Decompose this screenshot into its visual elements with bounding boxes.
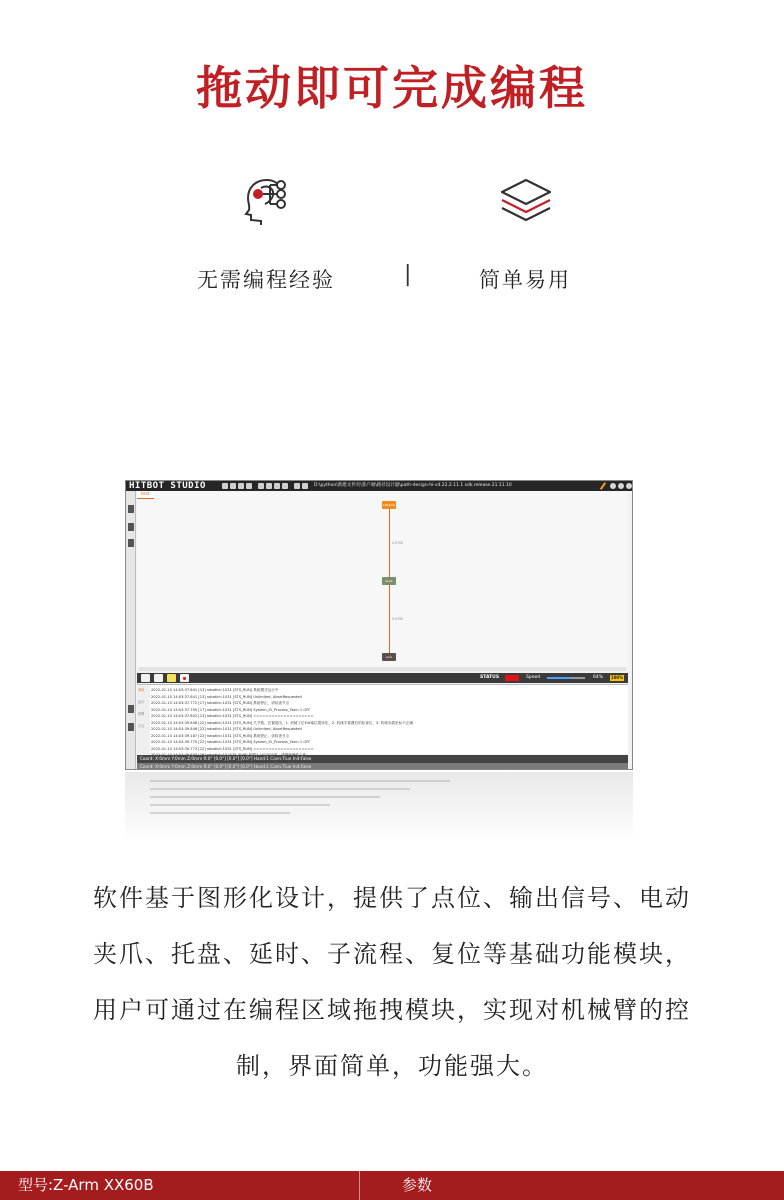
log-line: 2022-01-10 14:03:39.187 [22] robotId=1031 [STS_RUN] 系统停止，请检查节点 [151,733,290,738]
run-icon[interactable] [294,483,300,489]
step-button[interactable] [154,674,163,682]
redo-icon[interactable] [266,483,272,489]
description-line: 软件基于图形化设计，提供了点位、输出信号、电动 [93,884,691,912]
log-lines [151,687,621,759]
tab-test[interactable]: test [137,491,154,499]
log-line: 2022-01-10 14:03:37.802 [13] robotId=1031 [STS_RUN] ==================== [151,714,314,718]
speed-max-badge[interactable]: 100% [610,675,624,680]
connector-line [389,585,390,653]
description-line: 制，界面简单，功能强大。 [236,1052,548,1080]
log-line: 2022-01-10 14:03:39.770 [22] robotId=1031 [STS_RUN] System_IO_Process_Stat=1 OFF [151,740,311,744]
cut-icon[interactable] [274,483,280,489]
log-category[interactable]: 系统 [138,688,145,692]
io-icon[interactable] [128,539,134,547]
spec-header-bar [0,1171,784,1200]
settings-icon[interactable] [128,723,134,731]
log-category[interactable]: 运行 [138,700,145,704]
run-toolbar [137,673,628,683]
stacked-layers-icon [498,178,554,228]
module-icon[interactable] [128,523,134,531]
close-icon[interactable] [626,483,632,489]
paste-icon[interactable] [282,483,288,489]
undo-icon[interactable] [258,483,264,489]
log-line: 2022-01-10 14:03:37.841 [13] robotId=1031 [STS_RUN] 系统模式运行中 [151,688,279,692]
copy-icon[interactable] [246,483,252,489]
tool-icon[interactable] [128,505,134,513]
log-line: 2022-01-10 14:03:37.841 [13] robotId=1031 [STS_RUN] Unlimited, AbortRequested [151,694,302,699]
play-button[interactable] [141,674,150,682]
coordinate-bar: Coord: X:0mm Y:0mm Z:0mm R:0° [0.0°] [0.0°] [0.0°] Hand:1 Conn:True Init:False [137,755,628,763]
save-icon[interactable] [230,483,236,489]
description [40,870,744,1094]
stop-button[interactable] [180,674,189,682]
programming-canvas[interactable] [137,491,628,667]
edge-label: 0.0700 [392,541,404,545]
horizontal-scrollbar[interactable] [139,667,626,671]
feature-label-no-experience: 无需编程经验 [197,268,335,292]
maximize-icon[interactable] [618,483,624,489]
log-panel [137,684,628,754]
reflection-line [150,804,330,806]
head-brain-icon [239,174,295,230]
model-label: 型号:Z-Arm XX60B [18,1176,154,1194]
reflection-line [150,780,450,782]
feature-label-easy-to-use: 简单易用 [479,268,571,292]
node-initialize[interactable]: Initialize [382,503,396,507]
reflection-line [150,812,290,814]
log-line: 2022-01-10 14:03:39.773 [22] robotId=1031 [STS_RUN] ==================== [151,746,314,751]
feature-separator: | [404,262,412,287]
connector-line [389,509,390,577]
speed-label: Speed [526,675,541,680]
stop-icon[interactable] [302,483,308,489]
page-title: 拖动即可完成编程 [196,61,588,115]
reflection-line [150,796,380,798]
log-line: 2022-01-10 14:03:37.772 [17] robotId=1031 [STS_RUN] 系统停止，请检查节点 [151,701,290,705]
description-line: 用户可通过在编程区域拖拽模块，实现对机械臂的控 [93,996,691,1024]
log-icon[interactable] [128,705,134,713]
node-grab[interactable]: Grab [382,577,396,585]
pen-icon[interactable] [600,482,606,490]
coordinate-bar-secondary: Coord: X:0mm Y:0mm Z:0mm R:0° [0.0°] [0.0°] [0.0°] Hand:1 Conn:True Init:False [137,763,628,770]
speed-value: 64% [593,675,604,680]
left-toolbar [126,491,136,770]
document-icon[interactable] [238,483,244,489]
app-screenshot [125,480,633,770]
app-logo: HITBOT STUDIO [129,481,206,491]
params-label: 参数 [402,1176,433,1194]
node-end[interactable]: end [382,653,396,661]
log-line: 2022-01-10 14:03:37.795 [17] robotId=1031 [STS_RUN] System_IO_Process_Stat=1 OFF [151,707,311,712]
speed-slider[interactable] [547,677,585,679]
description-line: 夹爪、托盘、延时、子流程、复位等基础功能模块， [93,940,691,968]
screenshot-reflection [125,772,633,842]
log-category[interactable]: 报警 [138,712,145,716]
minimize-icon[interactable] [610,483,616,489]
app-titlebar [126,481,632,491]
log-category[interactable]: 日志 [138,724,145,728]
status-label: STATUS [480,675,500,680]
log-line: 2022-01-10 14:03:39.846 [22] robotId=1031 [STS_RUN] Unlimited, AbortRequested [151,727,302,731]
speed-slider-fill [547,677,571,679]
pause-button[interactable] [167,674,176,682]
folder-icon[interactable] [222,483,228,489]
log-categories [137,685,150,755]
reflection-line [150,788,410,790]
project-path: D:\python\新建文件夹\客户端\路径设计器\path-design-hi-v4.22.2.11.1 sdk.release.21.11.10 [314,483,512,488]
edge-label: 0.0700 [392,617,404,621]
log-line: 2022-01-10 14:03:39.846 [22] robotId=1031 [STS_RUN] 关节数，位置超出，1. 机械工位Ext轴位置转化，2. 机械手重叠后的检查位，3. 机械末端坐标不正确 [151,720,413,725]
status-indicator [505,675,519,681]
footer-divider [359,1171,360,1200]
